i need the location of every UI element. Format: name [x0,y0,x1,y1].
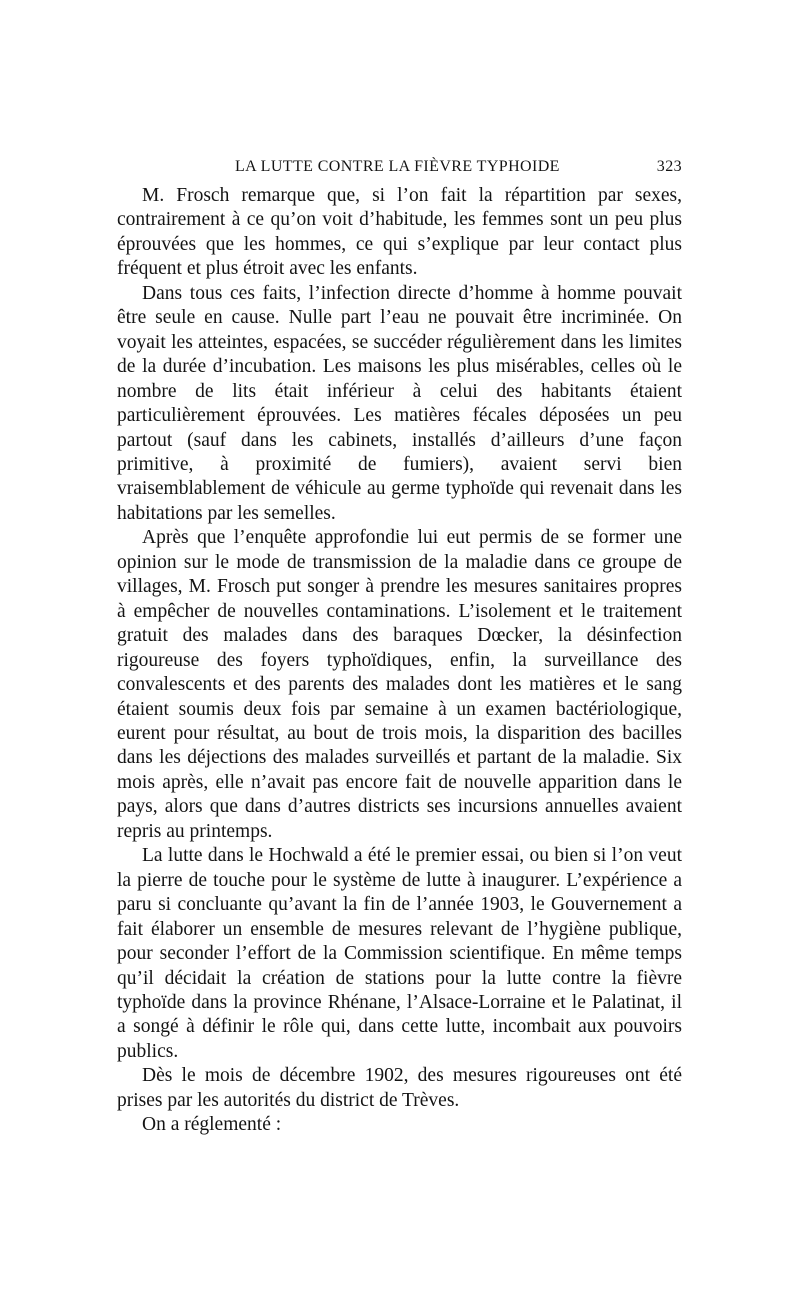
page-number: 323 [656,158,682,175]
running-header [117,158,682,182]
running-title: LA LUTTE CONTRE LA FIÈVRE TYPHOIDE [235,158,560,175]
paragraph-5: Dès le mois de décembre 1902, des mesures rigoureuses ont été prises par les autorités du district de Trèves. [117,1065,682,1111]
paragraph-2: Dans tous ces faits, l’infection directe d’homme à homme pouvait être seule en cause. Nulle part l’eau ne pouvait être incriminée. On voyait les atteintes, espacées, se succéder régulièrement dans les limites de la durée d’incubation. Les maisons les plus misérables, celles où le nombre de lits était inférieur à celui des habitants étaient particulièrement éprouvées. Les matières fécales déposées un peu partout (sauf dans les cabinets, installés d’ailleurs d’une façon primitive, à proximité de fumiers), avaient servi bien vraisemblablement de véhicule au germe typhoïde qui revenait dans les habitations par les semelles. [117,282,682,524]
paragraph-1: M. Frosch remarque que, si l’on fait la répartition par sexes, contrairement à ce qu’on voit d’habitude, les femmes sont un peu plus éprouvées que les hommes, ce qui s’explique par leur contact plus fréquent et plus étroit avec les enfants. [117,185,682,280]
paragraph-4: La lutte dans le Hochwald a été le premier essai, ou bien si l’on veut la pierre de touche pour le système de lutte à inaugurer. L’expérience a paru si concluante qu’avant la fin de l’année 1903, le Gouvernement a fait élaborer un ensemble de mesures relevant de l’hygiène publique, pour seconder l’effort de la Commission scientifique. En même temps qu’il décidait la création de stations pour la lutte contre la fièvre typhoïde dans la province Rhénane, l’Alsace-Lorraine et le Palatinat, il a songé à définir le rôle qui, dans cette lutte, incombait aux pouvoirs publics. [117,845,682,1062]
paragraph-6: On a réglementé : [142,1114,282,1136]
body-text [117,184,682,1138]
paragraph-3: Après que l’enquête approfondie lui eut permis de se former une opinion sur le mode de transmission de la maladie dans ce groupe de villages, M. Frosch put songer à prendre les mesures sanitaires propres à empêcher de nouvelles contaminations. L’isolement et le traitement gratuit des malades dans des baraques Dœcker, la désinfection rigoureuse des foyers typhoïdiques, enfin, la surveillance des convalescents et des parents des malades dont les matières et le sang étaient soumis deux fois par semaine à un examen bactériologique, eurent pour résultat, au bout de trois mois, la disparition des bacilles dans les déjections des malades surveillés et partant de la maladie. Six mois après, elle n’avait pas encore fait de nouvelle apparition dans le pays, alors que dans d’autres districts ses incursions annuelles avaient repris au printemps. [117,527,682,842]
